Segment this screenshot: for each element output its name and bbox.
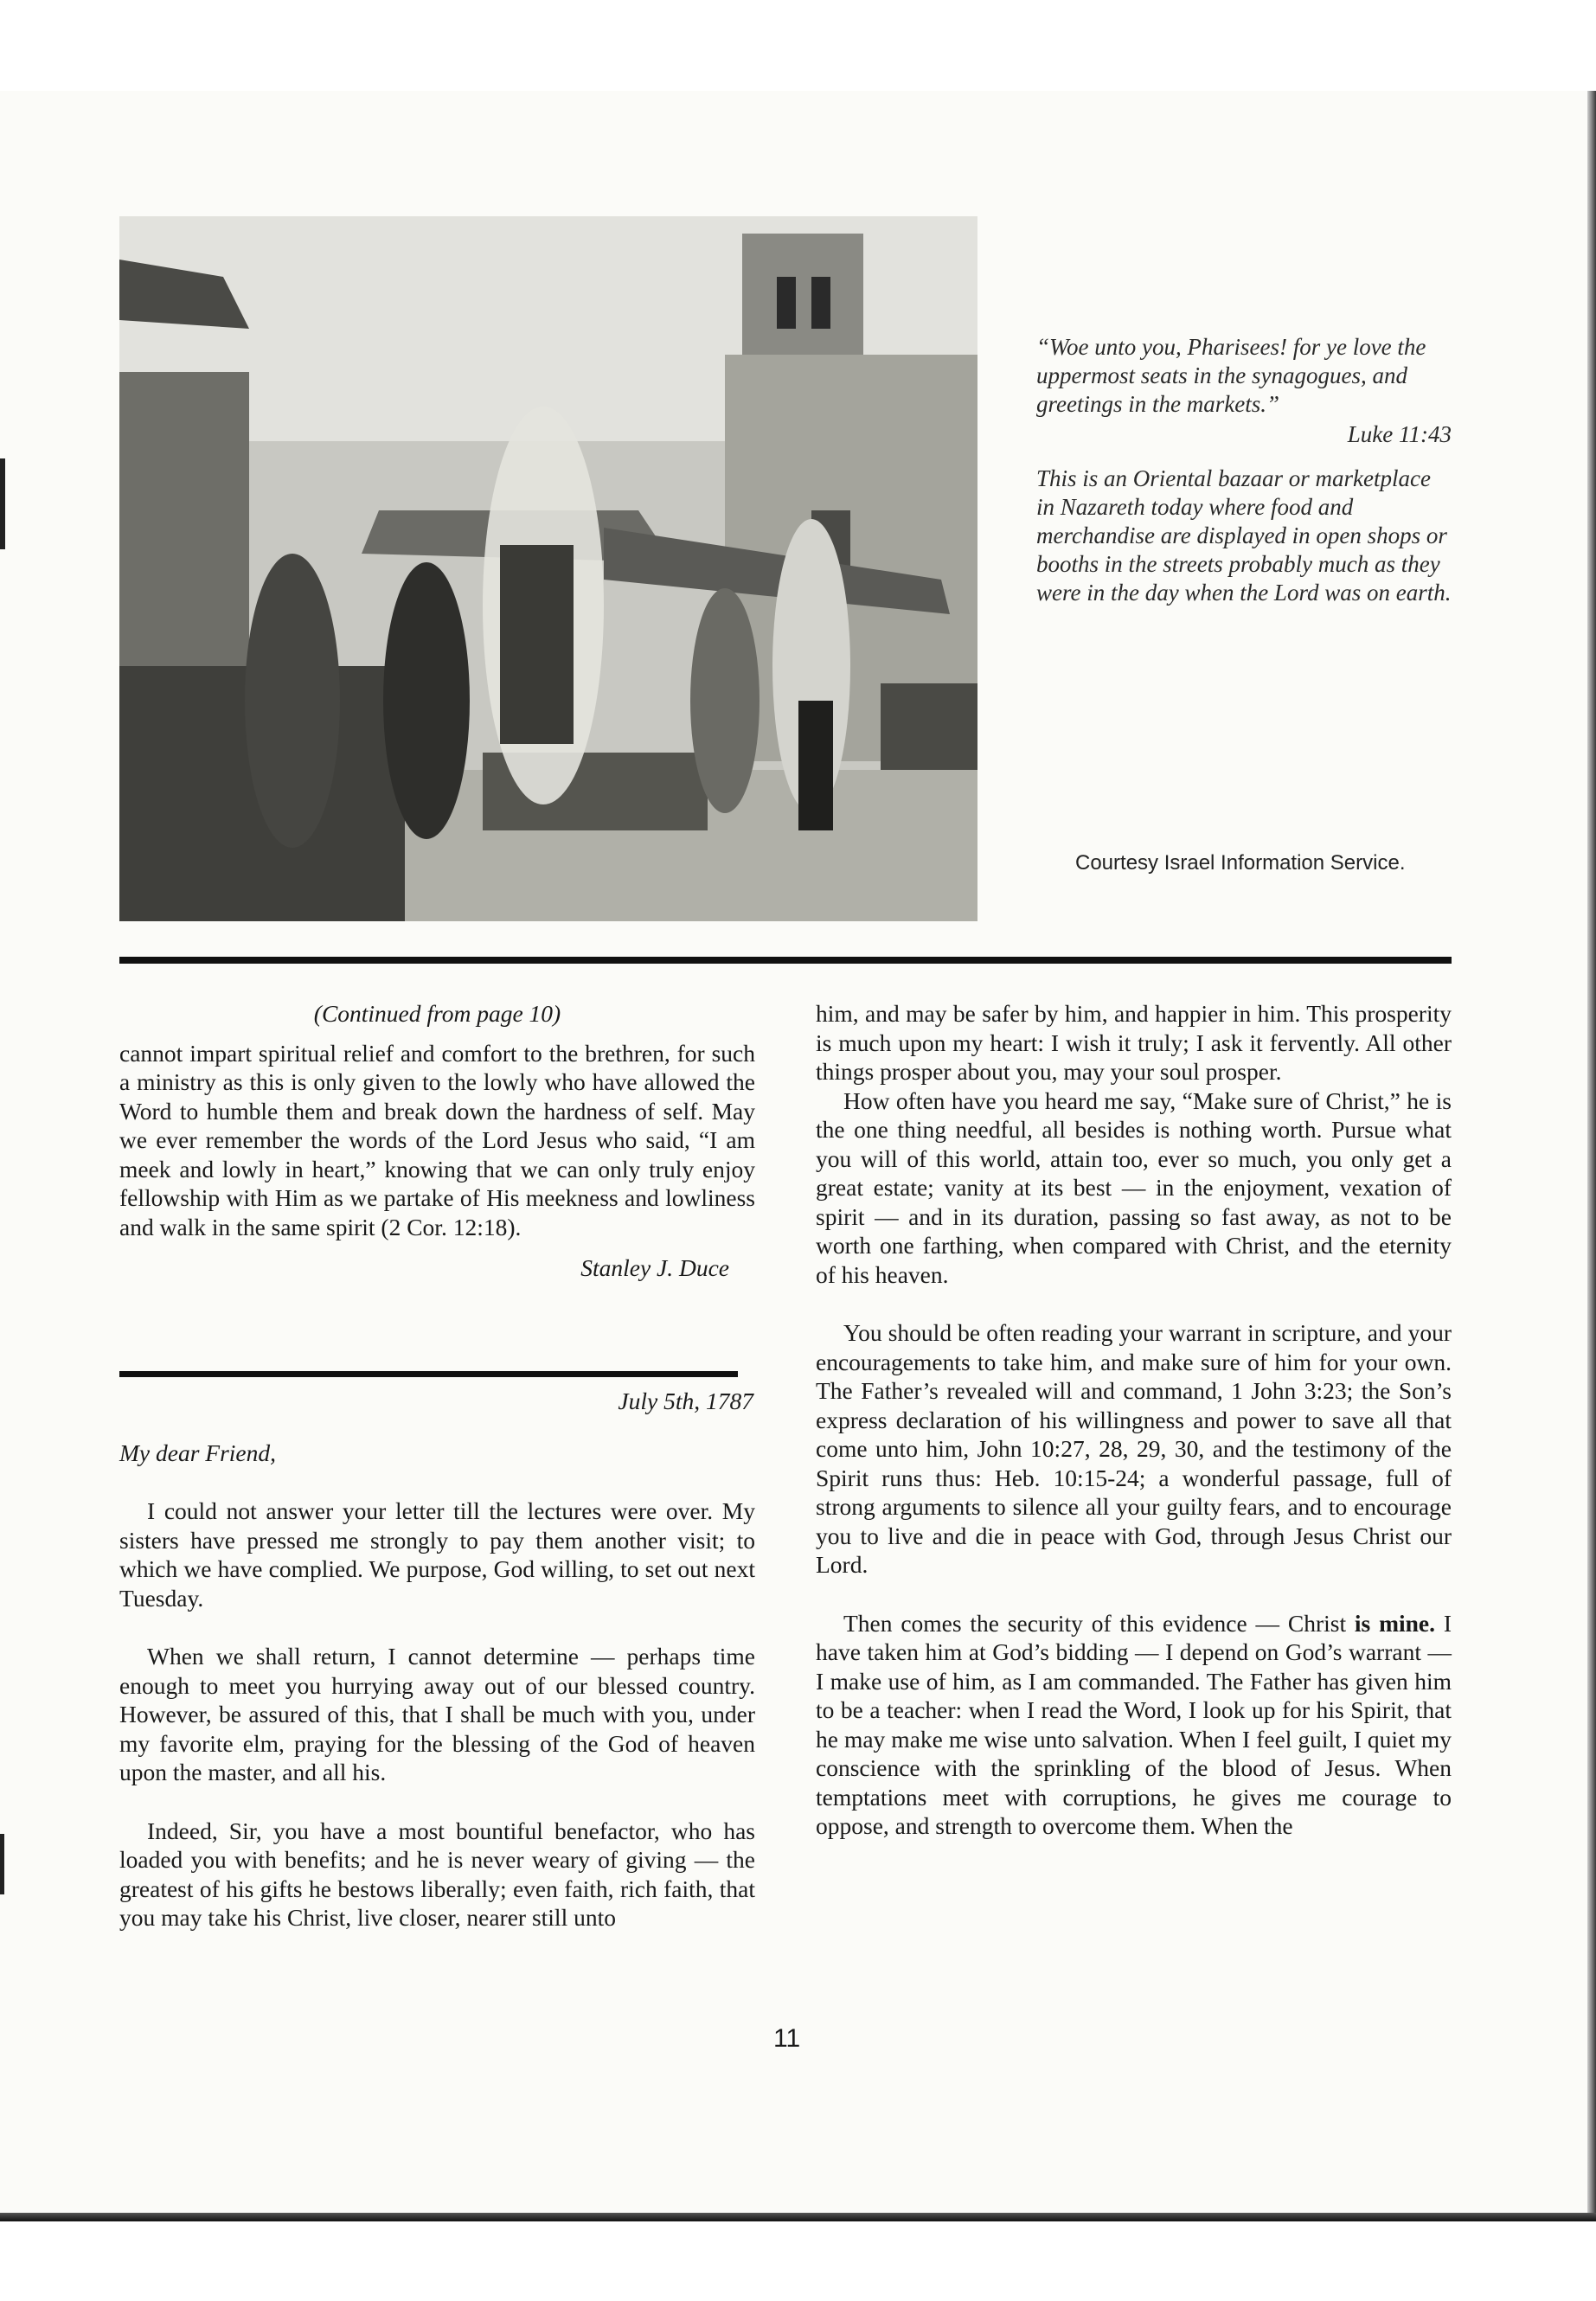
letter-paragraph: How often have you heard me say, “Make sure of Christ,” he is the one thing needful, all besides is nothing worth. Pursue what you will of this world, attain too, ever so much, you only get a great estate; vanity at its best — in the enjoyment, vexation of spirit — and in its duration, passing so fast away, as not to be worth one farthing, when compared with Christ, and the eternity of his heaven. xyxy=(816,1086,1452,1288)
letter-date: July 5th, 1787 xyxy=(618,1388,753,1414)
continued-note: (Continued from page 10) xyxy=(313,1000,561,1027)
caption-reference: Luke 11:43 xyxy=(1347,421,1452,447)
letter-right-column xyxy=(816,999,1452,1841)
letter-paragraph: You should be often reading your warrant in scripture, and your encouragements to take him, and make sure of him for your own. The Father’s revealed will and command, 1 John 3:23; the Son’s express declaration of his willingness and power to save all that come unto him, John 10:27, 28, 29, 30, and the testimony of the Spirit runs thus: Heb. 10:15-24; a wonderful passage, full of strong arguments to silence all your guilty fears, and to encourage you to live and die in peace with God, through Jesus Christ our Lord. xyxy=(816,1319,1452,1578)
article-body: cannot impart spiritual relief and comfort to the brethren, for such a ministry as this is only given to the lowly who have allowed the Word to humble them and break down the hardness of self. May we ever remember the words of the Lord Jesus who said, “I am meek and lowly in heart,” knowing that we can only truly enjoy fellowship with Him as we partake of His meekness and lowliness and walk in the same spirit (2 Cor. 12:18). xyxy=(119,1039,755,1240)
photo-credit: Courtesy Israel Information Service. xyxy=(1075,851,1406,875)
page-edge-shadow xyxy=(1587,91,1596,2214)
bazaar-photo xyxy=(119,216,977,921)
letter-paragraph: him, and may be safer by him, and happier in him. This prosperity is much upon my heart: I wish it truly; I ask it fervently. All other things prosper about you, may your soul prosper. xyxy=(816,1000,1452,1085)
letter-paragraph: I could not answer your letter till the lectures were over. My sisters have pressed me strongly to pay them another visit; to which we have complied. We purpose, God willing, to set out next Tuesday. xyxy=(119,1497,755,1612)
last-paragraph-start: Then comes the security of this evidence — Christ xyxy=(843,1609,1355,1637)
article-author: Stanley J. Duce xyxy=(580,1254,729,1281)
letter-left-column xyxy=(119,1387,755,1932)
article-continued-column xyxy=(119,999,755,1283)
page-number: 11 xyxy=(773,2024,801,2053)
last-paragraph-rest: I have taken him at God’s bidding — I depend on God’s warrant — I make use of him, as I am commanded. The Father has given him to be a teacher: when I read the Word, I look up for his Spirit, that he may make me wise unto salvation. When I feel guilt, I quiet my conscience with the sprinkling of the blood of Jesus. When temptations meet with corruptions, he gives me courage to oppose, and strength to overcome them. When the xyxy=(816,1609,1452,1839)
binding-mark xyxy=(0,1834,4,1894)
photo-caption xyxy=(1036,333,1452,607)
page-bottom-edge xyxy=(0,2213,1596,2221)
letter-paragraph: When we shall return, I cannot determine — perhaps time enough to meet you hurrying away out of our blessed country. However, be assured of this, that I shall be much with you, under my favorite elm, praying for the blessing of the God of heaven upon the master, and all his. xyxy=(119,1643,755,1785)
caption-quote: “Woe unto you, Pharisees! for ye love the uppermost seats in the synagogues, and greetings in the markets.” xyxy=(1036,334,1426,417)
binding-mark xyxy=(0,458,5,549)
caption-description: This is an Oriental bazaar or marketplace in Nazareth today where food and merchandise are displayed in open shops or booths in the streets probably much as they were in the day when the Lord was on earth. xyxy=(1036,465,1452,606)
article-divider xyxy=(119,1371,738,1377)
letter-salutation: My dear Friend, xyxy=(119,1439,276,1466)
letter-paragraph-last xyxy=(816,1609,1452,1841)
photo-drawing xyxy=(119,216,977,921)
section-divider xyxy=(119,957,1452,964)
emphasis-text: is mine. xyxy=(1354,1609,1436,1637)
letter-paragraph: Indeed, Sir, you have a most bountiful benefactor, who has loaded you with benefits; and he is never weary of giving — the greatest of his gifts he bestows liberally; even faith, rich faith, that you may take his Christ, live closer, nearer still unto xyxy=(119,1817,755,1931)
